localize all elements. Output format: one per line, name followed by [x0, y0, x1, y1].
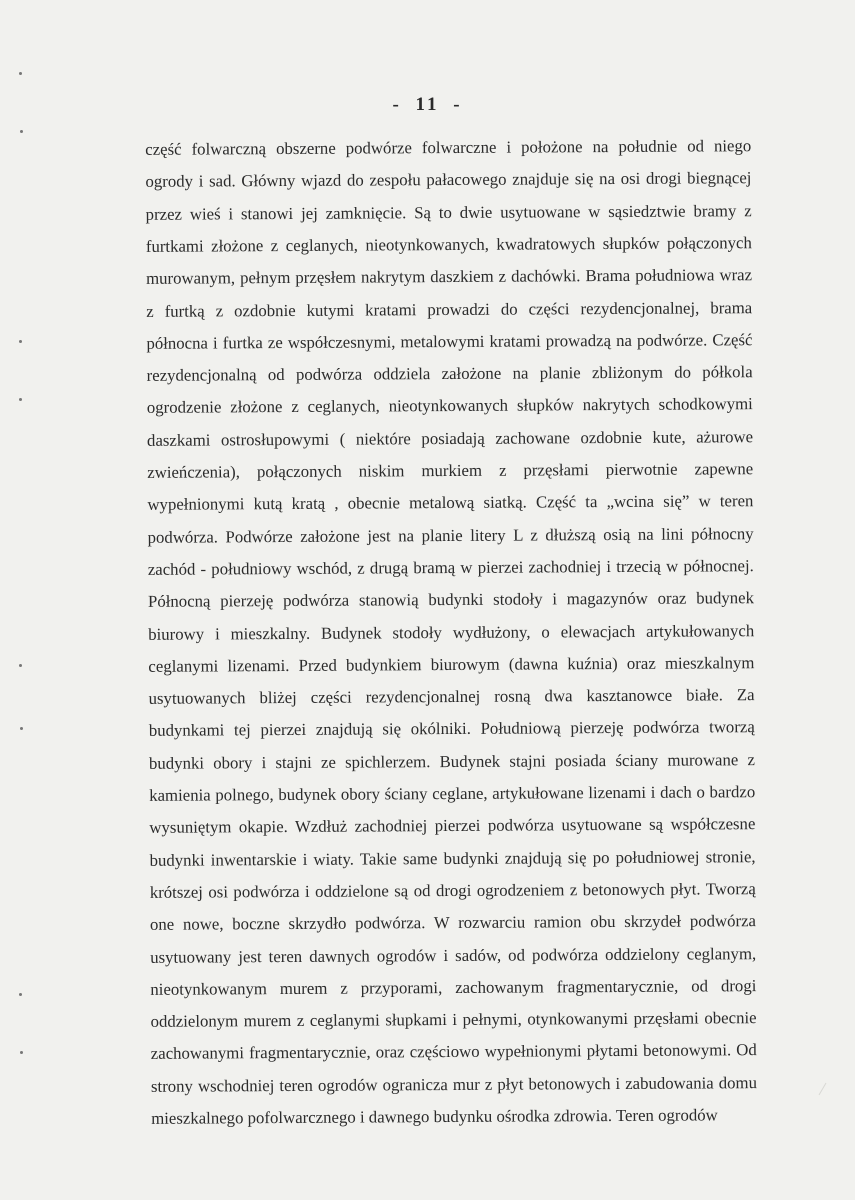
text-line: część folwarczną obszerne podwórze folwarczne i położone na południe od niego: [145, 136, 752, 159]
text-line: one nowe, boczne skrzydło podwórza. W rozwarciu ramion obu skrzydeł podwórza: [149, 911, 757, 935]
text-line: ogrodzenie złożone z ceglanych, nieotynkowanych słupków nakrytych schodkowymi: [146, 394, 753, 418]
text-line: zwieńczenia), połączonych niskim murkiem z przęsłami pierwotnie zapewne: [147, 459, 754, 482]
text-line: ogrody i sad. Główny wjazd do zespołu pałacowego znajduje się na osi drogi biegnącej: [145, 168, 752, 192]
text-line: oddzielonym murem z ceglanymi słupkami i pełnymi, otynkowanymi przęsłami obecnie: [150, 1008, 757, 1031]
text-line: biurowy i mieszkalny. Budynek stodoły wydłużony, o elewacjach artykułowanych: [148, 620, 755, 644]
text-line: krótszej osi podwórza i oddzielone są od drogi ogrodzeniem z betonowych płyt. Tworzą: [149, 879, 756, 902]
text-line: ceglanymi lizenami. Przed budynkiem biurowym (dawna kuźnia) oraz mieszkalnym: [148, 652, 755, 676]
text-line: północna i furtka ze współczesnymi, metalowymi kratami prowadzą na podwórze. Część: [146, 329, 753, 353]
text-line: kamienia polnego, budynek obory ściany ceglane, artykułowane lizenami i dach o bardzo: [149, 782, 756, 805]
text-line: nieotynkowanym murem z przyporami, zachowanym fragmentarycznie, od drogi: [150, 975, 757, 999]
page-number: - 11 -: [392, 94, 463, 115]
text-line: podwórza. Podwórze założone jest na planie litery L z dłuższą osią na lini północny: [147, 523, 754, 547]
text-line: Północną pierzeję podwórza stanowią budynki stodoły i magazynów oraz budynek: [147, 588, 755, 612]
text-line: z furtką z ozdobnie kutymi kratami prowadzi do części rezydencjonalnej, brama: [146, 297, 753, 321]
text-line: budynki obory i stajni ze spichlerzem. Budynek stajni posiada ściany murowane z: [148, 749, 756, 773]
text-line: daszkami ostrosłupowymi ( niektóre posiadają zachowane ozdobnie kute, ażurowe: [146, 426, 754, 450]
text-line: usytuowanych bliżej części rezydencjonalnej rosną dwa kasztanowce białe. Za: [148, 685, 755, 708]
text-line: mieszkalnego pofolwarcznego i dawnego budynku ośrodka zdrowia. Teren ogrodów: [151, 1105, 718, 1128]
text-line: przez wieś i stanowi jej zamknięcie. Są to dwie usytuowane w sąsiedztwie bramy z: [145, 200, 752, 224]
text-line: wysuniętym okapie. Wzdłuż zachodniej pierzei podwórza usytuowane są współczesne: [149, 814, 756, 838]
text-line: zachowanymi fragmentarycznie, oraz częściowo wypełnionymi płytami betonowymi. Od: [150, 1040, 757, 1064]
text-line: rezydencjonalną od podwórza oddziela założone na planie zbliżonym do półkola: [146, 362, 753, 385]
text-line: strony wschodniej teren ogrodów ogranicza mur z płyt betonowych i zabudowania domu: [150, 1072, 758, 1096]
text-line: zachód - południowy wschód, z drugą bramą w pierzei zachodniej i trzecią w północnej.: [147, 556, 754, 579]
text-line: budynki inwentarskie i wiaty. Takie same budynki znajdują się po południowej stronie,: [149, 846, 756, 870]
text-line: wypełnionymi kutą kratą , obecnie metalową siatką. Część ta „wcina się” w teren: [147, 491, 754, 515]
text-line: budynkami tej pierzei znajdują się okólniki. Południową pierzeję podwórza tworzą: [148, 717, 755, 741]
text-line: murowanym, pełnym przęsłem nakrytym daszkiem z dachówki. Brama południowa wraz: [145, 265, 753, 289]
text-line: furtkami złożone z ceglanych, nieotynkowanych, kwadratowych słupków połączonych: [145, 233, 752, 256]
text-line: usytuowany jest teren dawnych ogrodów i sadów, od podwórza oddzielony ceglanym,: [150, 943, 757, 967]
